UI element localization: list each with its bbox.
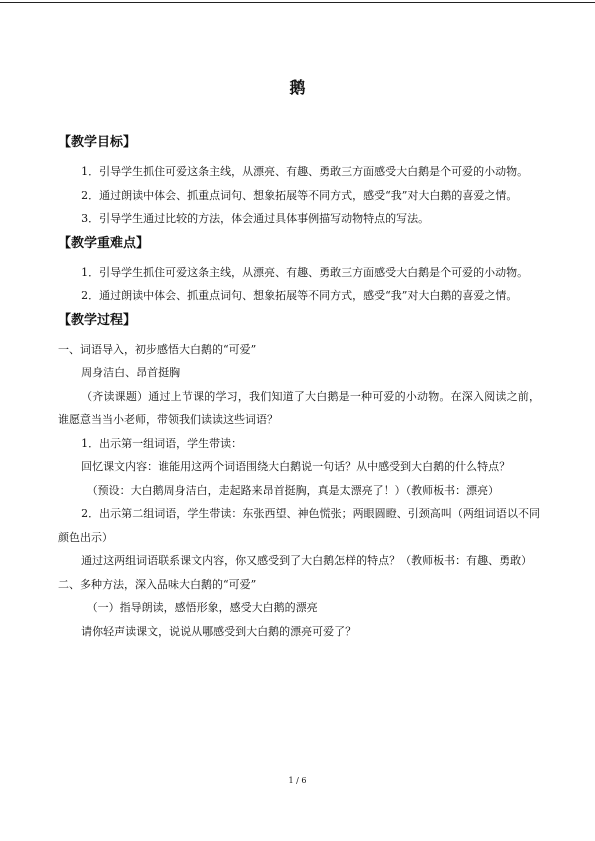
section-heading-key-points: 【教学重难点】 <box>58 235 150 251</box>
objective-item: 2．通过朗读中体会、抓重点词句、想象拓展等不同方式，感受“我”对大白鹅的喜爱之情。 <box>81 188 518 202</box>
objective-item: 3．引导学生通过比较的方法，体会通过具体事例描写动物特点的写法。 <box>81 212 430 225</box>
key-point-item: 1．引导学生抓住可爱这条主线，从漂亮、有趣、勇敢三方面感受大白鹅是个可爱的小动物。 <box>81 265 529 279</box>
process-paragraph: 通过这两组词语联系课文内容，你又感受到了大白鹅怎样的特点？（教师板书：有趣、勇敢） <box>81 554 533 567</box>
process-paragraph: 2．出示第二组词语，学生带读：东张西望、神色慌张；两眼圆瞪、引颈高叫（两组词语以不同颜色出示） <box>58 507 540 544</box>
document-body <box>58 130 540 643</box>
page-number: 1 / 6 <box>288 776 307 785</box>
process-paragraph: 1．出示第一组词语，学生带读： <box>81 436 243 450</box>
process-paragraph: （齐读课题）通过上节课的学习，我们知道了大白鹅是一种可爱的小动物。在深入阅读之前，谁愿意当当小老师，带领我们读读这些词语？ <box>58 389 540 426</box>
process-step-heading: 二、多种方法，深入品味大白鹅的“可爱” <box>58 577 257 591</box>
section-heading-objectives: 【教学目标】 <box>58 135 137 150</box>
objective-item: 1．引导学生抓住可爱这条主线，从漂亮、有趣、勇敢三方面感受大白鹅是个可爱的小动物。 <box>81 165 529 178</box>
process-vocab-line: 周身洁白、昂首挺胸 <box>81 366 181 379</box>
process-subheading: （一）指导朗读，感悟形象，感受大白鹅的漂亮 <box>86 601 318 614</box>
process-paragraph: （预设：大白鹅周身洁白，走起路来昂首挺胸，真是太漂亮了！）（教师板书：漂亮） <box>86 483 500 497</box>
document-title: 鹅 <box>289 78 306 97</box>
section-heading-process: 【教学过程】 <box>58 312 137 328</box>
header-rule <box>0 2 595 3</box>
key-point-item: 2．通过朗读中体会、抓重点词句、想象拓展等不同方式，感受“我”对大白鹅的喜爱之情。 <box>81 289 518 302</box>
process-paragraph: 回忆课文内容：谁能用这两个词语围绕大白鹅说一句话？从中感受到大白鹅的什么特点？ <box>81 460 511 473</box>
process-paragraph: 请你轻声读课文，说说从哪感受到大白鹅的漂亮可爱了？ <box>81 624 357 638</box>
process-step-heading: 一、词语导入，初步感悟大白鹅的“可爱” <box>58 342 257 356</box>
